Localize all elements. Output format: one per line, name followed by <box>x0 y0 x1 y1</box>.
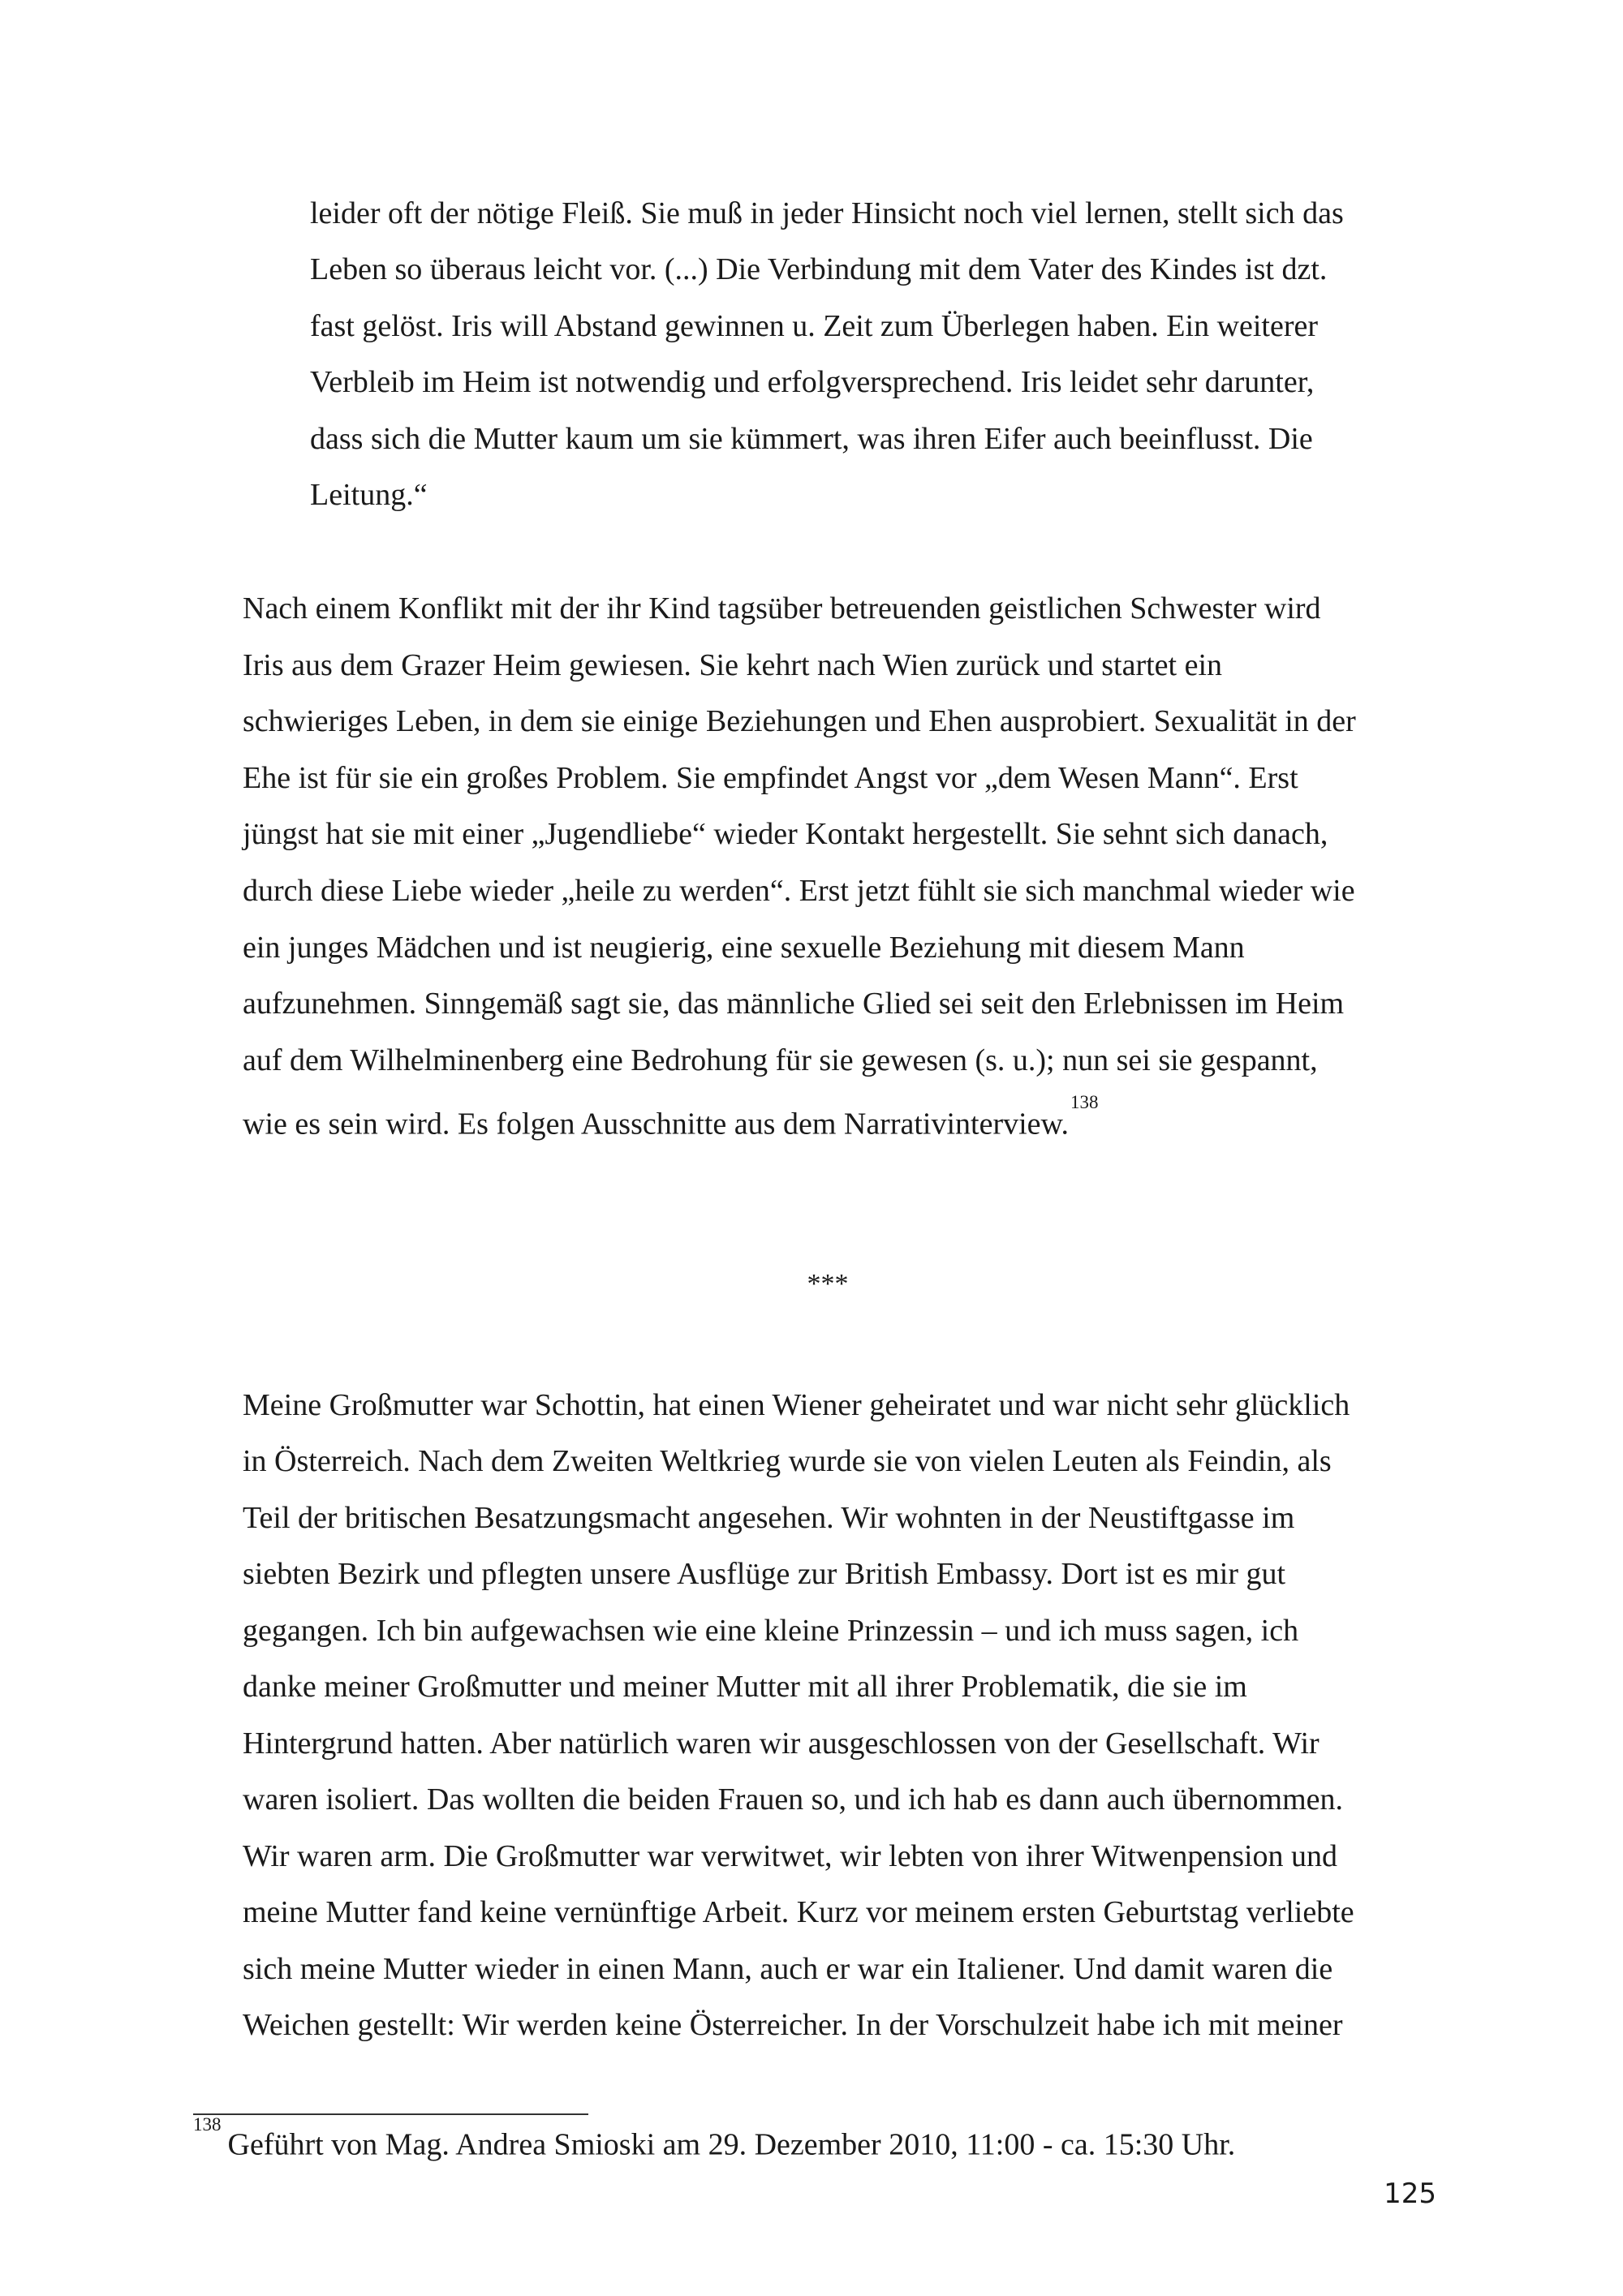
quote-line: fast gelöst. Iris will Abstand gewinnen u. Zeit zum Überlegen haben. Ein weiterer <box>310 309 1319 343</box>
paragraph-line: waren isoliert. Das wollten die beiden Frauen so, und ich hab es dann auch übernommen. <box>243 1782 1344 1817</box>
paragraph-line: danke meiner Großmutter und meiner Mutter mit all ihrer Problematik, die sie im <box>243 1670 1247 1704</box>
paragraph-line: Meine Großmutter war Schottin, hat einen Wiener geheiratet und war nicht sehr glücklich <box>243 1388 1350 1422</box>
footnote-number: 138 <box>193 2114 222 2135</box>
paragraph-line: Wir waren arm. Die Großmutter war verwitwet, wir lebten von ihrer Witwenpension und <box>243 1839 1338 1873</box>
quote-line: Leitung.“ <box>310 478 428 512</box>
paragraph-line: Ehe ist für sie ein großes Problem. Sie empfindet Angst vor „dem Wesen Mann“. Erst <box>243 761 1298 795</box>
paragraph-line: schwieriges Leben, in dem sie einige Beziehungen und Ehen ausprobiert. Sexualität in der <box>243 704 1356 738</box>
paragraph-line: gegangen. Ich bin aufgewachsen wie eine kleine Prinzessin – und ich muss sagen, ich <box>243 1614 1299 1648</box>
quote-line: Leben so überaus leicht vor. (...) Die Verbindung mit dem Vater des Kindes ist dzt. <box>310 252 1328 286</box>
paragraph-line: Nach einem Konflikt mit der ihr Kind tagsüber betreuenden geistlichen Schwester wird <box>243 591 1321 626</box>
paragraph-line-last <box>243 1092 1099 1143</box>
paragraph-line: aufzunehmen. Sinngemäß sagt sie, das männliche Glied sei seit den Erlebnissen im Heim <box>243 987 1345 1021</box>
paragraph-line: in Österreich. Nach dem Zweiten Weltkrieg wurde sie von vielen Leuten als Feindin, als <box>243 1444 1332 1478</box>
paragraph-line: sich meine Mutter wieder in einen Mann, auch er war ein Italiener. Und damit waren die <box>243 1952 1333 1986</box>
footnote-divider <box>193 2113 588 2115</box>
paragraph-line: Hintergrund hatten. Aber natürlich waren wir ausgeschlossen von der Gesellschaft. Wir <box>243 1726 1319 1761</box>
paragraph-line: Iris aus dem Grazer Heim gewiesen. Sie kehrt nach Wien zurück und startet ein <box>243 648 1223 682</box>
paragraph-line: ein junges Mädchen und ist neugierig, eine sexuelle Beziehung mit diesem Mann <box>243 931 1245 965</box>
quote-line: dass sich die Mutter kaum um sie kümmert, was ihren Eifer auch beeinflusst. Die <box>310 422 1313 456</box>
paragraph-line: siebten Bezirk und pflegten unsere Ausflüge zur British Embassy. Dort ist es mir gut <box>243 1557 1286 1591</box>
paragraph-line: durch diese Liebe wieder „heile zu werden“. Erst jetzt fühlt sie sich manchmal wieder wie <box>243 874 1355 908</box>
page-number: 125 <box>1384 2178 1436 2210</box>
paragraph-line: meine Mutter fand keine vernünftige Arbeit. Kurz vor meinem ersten Geburtstag verliebte <box>243 1895 1354 1929</box>
paragraph-line: Teil der britischen Besatzungsmacht angesehen. Wir wohnten in der Neustiftgasse im <box>243 1501 1295 1535</box>
section-separator: *** <box>807 1269 849 1299</box>
paragraph-line: jüngst hat sie mit einer „Jugendliebe“ wieder Kontakt hergestellt. Sie sehnt sich danach, <box>243 817 1328 851</box>
quote-line: leider oft der nötige Fleiß. Sie muß in jeder Hinsicht noch viel lernen, stellt sich das <box>310 196 1344 230</box>
footnote-text: Geführt von Mag. Andrea Smioski am 29. Dezember 2010, 11:00 - ca. 15:30 Uhr. <box>227 2127 1236 2162</box>
footnote <box>193 2114 1236 2164</box>
paragraph-line: auf dem Wilhelminenberg eine Bedrohung für sie gewesen (s. u.); nun sei sie gespannt, <box>243 1043 1318 1077</box>
footnote-reference: 138 <box>1070 1092 1099 1112</box>
paragraph-line-text: wie es sein wird. Es folgen Ausschnitte aus dem Narrativinterview. <box>243 1107 1070 1142</box>
quote-line: Verbleib im Heim ist notwendig und erfolgversprechend. Iris leidet sehr darunter, <box>310 365 1315 399</box>
paragraph-line: Weichen gestellt: Wir werden keine Österreicher. In der Vorschulzeit habe ich mit meiner <box>243 2008 1343 2042</box>
